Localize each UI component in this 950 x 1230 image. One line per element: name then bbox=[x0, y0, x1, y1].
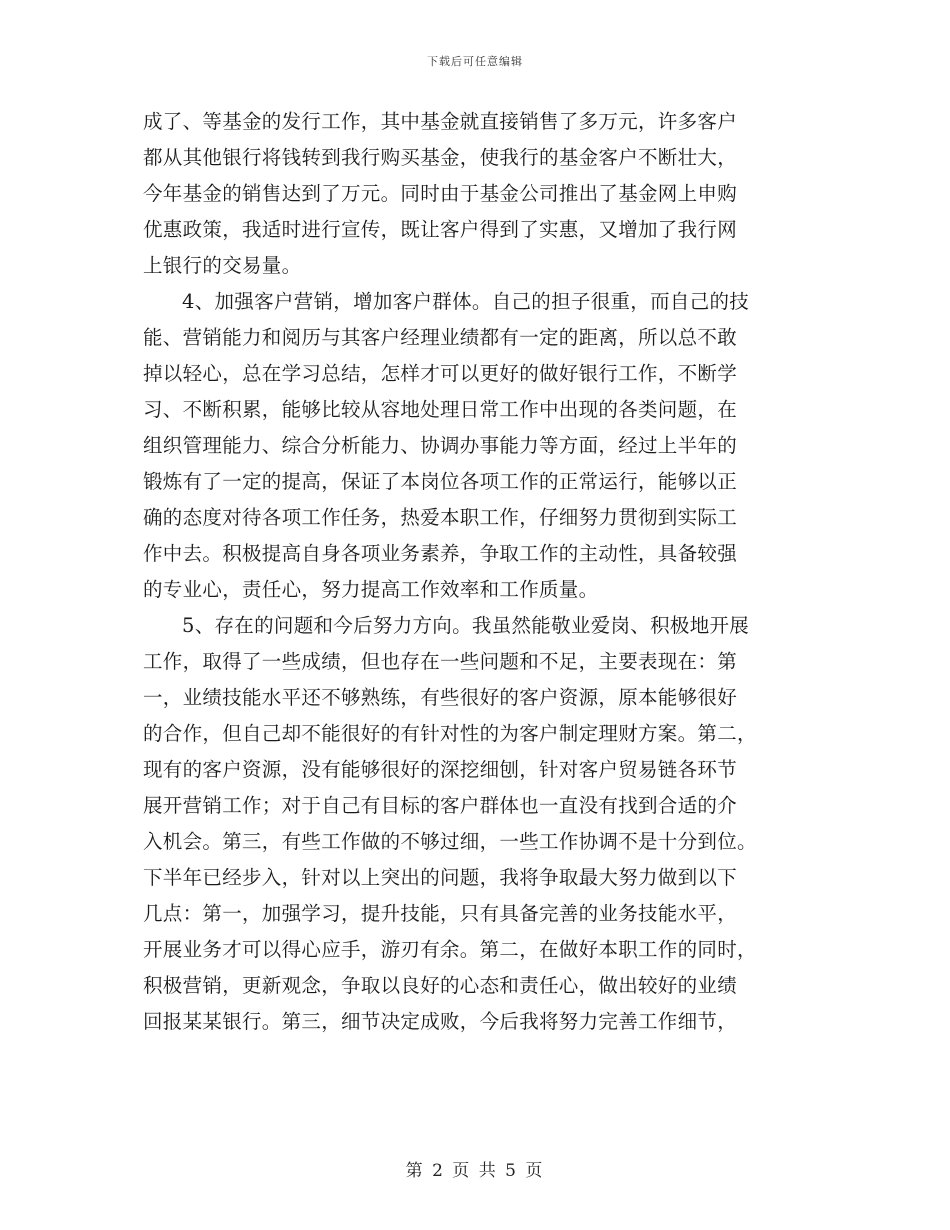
text-line: 一，业绩技能水平还不够熟练，有些很好的客户资源，原本能够很好 bbox=[143, 686, 738, 709]
text-line: 入机会。第三，有些工作做的不够过细，一些工作协调不是十分到位。 bbox=[143, 830, 757, 853]
text-line: 的合作，但自己却不能很好的有针对性的为客户制定理财方案。第二， bbox=[143, 722, 757, 745]
text-line: 习、不断积累，能够比较从容地处理日常工作中出现的各类问题，在 bbox=[143, 398, 738, 421]
text-line: 现有的客户资源，没有能够很好的深挖细刨，针对客户贸易链各环节 bbox=[143, 758, 738, 781]
paragraph-4-start: 4、加强客户营销，增加客户群体。自己的担子很重，而自己的技 bbox=[182, 290, 750, 313]
text-line: 成了、等基金的发行工作，其中基金就直接销售了多万元，许多客户 bbox=[143, 110, 738, 133]
text-line: 能、营销能力和阅历与其客户经理业绩都有一定的距离，所以总不敢 bbox=[143, 326, 738, 349]
text-line: 优惠政策，我适时进行宣传，既让客户得到了实惠，又增加了我行网 bbox=[143, 218, 738, 241]
page-number-footer: 第 2 页 共 5 页 bbox=[405, 1161, 545, 1181]
text-line: 组织管理能力、综合分析能力、协调办事能力等方面，经过上半年的 bbox=[143, 434, 738, 457]
text-line: 掉以轻心，总在学习总结，怎样才可以更好的做好银行工作，不断学 bbox=[143, 362, 738, 385]
text-line: 工作，取得了一些成绩，但也存在一些问题和不足，主要表现在：第 bbox=[143, 650, 738, 673]
text-line: 开展业务才可以得心应手，游刃有余。第二，在做好本职工作的同时， bbox=[143, 938, 757, 961]
page-header: 下载后可任意编辑 bbox=[427, 55, 523, 68]
text-line: 几点：第一，加强学习，提升技能，只有具备完善的业务技能水平， bbox=[143, 902, 738, 925]
text-line: 都从其他银行将钱转到我行购买基金，使我行的基金客户不断壮大， bbox=[143, 146, 738, 169]
text-line: 确的态度对待各项工作任务，热爱本职工作，仔细努力贯彻到实际工 bbox=[143, 506, 738, 529]
text-line: 回报某某银行。第三，细节决定成败，今后我将努力完善工作细节， bbox=[143, 1010, 738, 1033]
text-line: 今年基金的销售达到了万元。同时由于基金公司推出了基金网上申购 bbox=[143, 182, 738, 205]
text-line: 积极营销，更新观念，争取以良好的心态和责任心，做出较好的业绩 bbox=[143, 974, 738, 997]
text-line: 下半年已经步入，针对以上突出的问题，我将争取最大努力做到以下 bbox=[143, 866, 738, 889]
document-body bbox=[143, 104, 807, 1040]
text-line: 展开营销工作；对于自己有目标的客户群体也一直没有找到合适的介 bbox=[143, 794, 738, 817]
paragraph-5-start: 5、存在的问题和今后努力方向。我虽然能敬业爱岗、积极地开展 bbox=[182, 614, 750, 637]
text-line: 的专业心，责任心，努力提高工作效率和工作质量。 bbox=[143, 578, 599, 601]
text-line: 作中去。积极提高自身各项业务素养，争取工作的主动性，具备较强 bbox=[143, 542, 738, 565]
text-line: 上银行的交易量。 bbox=[143, 254, 302, 277]
text-line: 锻炼有了一定的提高，保证了本岗位各项工作的正常运行，能够以正 bbox=[143, 470, 738, 493]
